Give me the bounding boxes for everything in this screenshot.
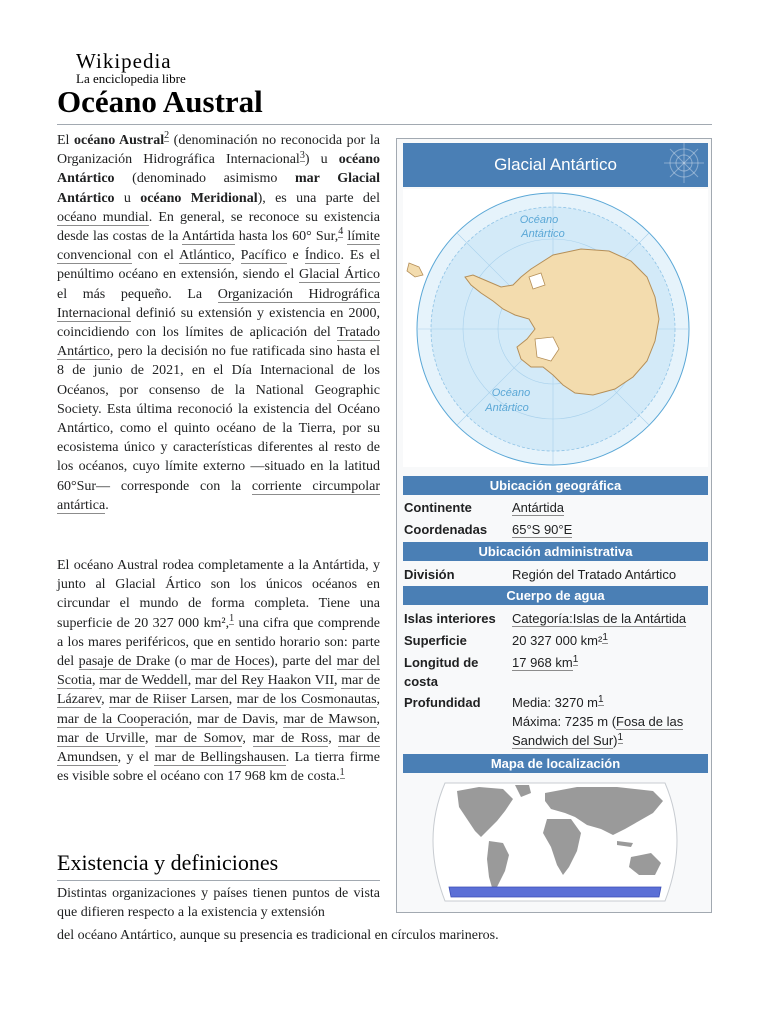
citation-ref[interactable]: 4 bbox=[338, 226, 344, 238]
section-mapa-de-localizacion: Mapa de localización bbox=[403, 754, 708, 773]
section-cuerpo-de-agua: Cuerpo de agua bbox=[403, 586, 708, 605]
value-division: Región del Tratado Antártico bbox=[512, 567, 677, 582]
text-run: ), parte del bbox=[269, 654, 337, 670]
value-continente bbox=[512, 498, 564, 517]
coordenadas-link[interactable]: 65°S 90°E bbox=[512, 522, 573, 537]
value-superficie bbox=[512, 631, 608, 650]
article-link[interactable]: mar del Rey Haakon VII bbox=[194, 673, 335, 689]
text-run: , bbox=[242, 730, 253, 746]
section-ubicacion-geografica: Ubicación geográfica bbox=[403, 476, 708, 495]
fosa-sandwich-link[interactable]: Fosa de las Sandwich del Sur bbox=[512, 714, 684, 748]
bold-term: océano Austral bbox=[74, 133, 165, 148]
text-run: , bbox=[145, 730, 156, 746]
citation-ref[interactable]: 1 bbox=[339, 766, 345, 778]
superficie-ref[interactable]: 1 bbox=[602, 631, 608, 643]
label-profundidad: Profundidad bbox=[404, 695, 481, 710]
citation-ref[interactable]: 1 bbox=[229, 612, 235, 624]
profundidad-maxima-post: ) bbox=[613, 733, 618, 748]
text-run: , pero la decisión no fue ratificada sino hasta el 8 de junio de 2021, en el Día Internacional de los Océanos, por consenso de la National Geographic Society. Esta última reconoció la existencia del Océano Antártico, como el quinto océano de la Tierra, por su ecosistema único y características diferentes al resto de los océanos, cuyo límite externo —situado en la latitud 60°Sur— corresponde con la bbox=[57, 344, 380, 494]
article-link[interactable]: corriente circumpolar antártica bbox=[57, 478, 380, 513]
text-run: , bbox=[376, 692, 381, 708]
article-link[interactable]: Índico bbox=[304, 248, 341, 264]
text-run: , bbox=[334, 673, 342, 689]
article-link[interactable]: mar de la Cooperación bbox=[57, 711, 189, 727]
longitud-value-text[interactable]: 17 968 km bbox=[512, 655, 573, 670]
text-run: . Es el penúltimo océano en extensión, siendo el bbox=[57, 248, 381, 283]
longitud-ref[interactable]: 1 bbox=[572, 653, 579, 665]
intro-paragraph bbox=[57, 131, 380, 515]
compass-rose-icon bbox=[638, 143, 708, 187]
label-coordenadas: Coordenadas bbox=[404, 522, 488, 537]
article-link[interactable]: mar de Somov bbox=[155, 730, 243, 746]
map-label-bottom-line2: Antártico bbox=[485, 402, 529, 414]
article-link[interactable]: mar de Ross bbox=[252, 730, 329, 746]
article-link[interactable]: pasaje de Drake bbox=[78, 654, 171, 670]
article-link[interactable]: mar de Bellingshausen bbox=[154, 750, 286, 766]
section-heading-existencia: Existencia y definiciones bbox=[57, 850, 279, 875]
map-label-bottom-line1: Océano bbox=[491, 387, 531, 399]
second-paragraph-text bbox=[57, 556, 380, 786]
profundidad-maxima-pre: Máxima: 7235 m ( bbox=[512, 714, 617, 729]
article-link[interactable]: mar de Urville bbox=[57, 730, 146, 746]
article-link[interactable]: mar de los Cosmonautas bbox=[236, 692, 377, 708]
citation-ref[interactable]: 2 bbox=[164, 130, 170, 142]
text-run: , bbox=[328, 730, 339, 746]
text-run: hasta los 60° Sur, bbox=[234, 229, 339, 245]
intro-paragraph-text bbox=[57, 131, 380, 515]
article-link[interactable]: Pacífico bbox=[240, 248, 287, 264]
infobox bbox=[396, 138, 712, 913]
text-run: . La tierra firme es visible sobre el océano con 17 968 km de costa. bbox=[57, 750, 380, 785]
title-divider bbox=[57, 124, 712, 125]
label-superficie: Superficie bbox=[404, 633, 467, 648]
text-run: El bbox=[57, 133, 74, 148]
page-title: Océano Austral bbox=[57, 84, 263, 119]
label-islas-interiores: Islas interiores bbox=[404, 611, 496, 626]
profundidad-media-ref[interactable]: 1 bbox=[598, 693, 604, 705]
text-run: el más pequeño. La bbox=[57, 286, 218, 302]
text-run: (denominado asimismo bbox=[114, 171, 295, 187]
superficie-value-text: 20 327 000 km² bbox=[512, 633, 603, 648]
text-run: , bbox=[188, 711, 198, 727]
third-paragraph-line2: del océano Antártico, aunque su presencia es tradicional en círculos marineros. bbox=[57, 928, 499, 943]
article-link[interactable]: Atlántico bbox=[179, 248, 232, 264]
article-link[interactable]: mar de Davis bbox=[197, 711, 275, 727]
third-paragraph-line1: Distintas organizaciones y países tienen puntos de vista que difieren respecto a la existencia y extensión bbox=[57, 886, 380, 921]
wikipedia-wordmark[interactable]: Wikipedia bbox=[76, 49, 172, 73]
value-coordenadas bbox=[512, 520, 572, 539]
text-run: , bbox=[231, 248, 241, 264]
antarctic-ocean-map[interactable] bbox=[403, 189, 708, 467]
text-run: , bbox=[376, 711, 381, 727]
label-division: División bbox=[404, 567, 455, 582]
text-run: El océano Austral rodea completamente a la Antártida, y junto al Glacial Ártico son los únicos océanos en circundar el mundo de forma completa. Tiene una superficie de 20 327 000 km², bbox=[57, 558, 380, 631]
text-run: , bbox=[228, 692, 237, 708]
text-run: e bbox=[286, 248, 305, 264]
article-link[interactable]: mar de Weddell bbox=[99, 673, 188, 689]
article-link[interactable]: mar del Scotia bbox=[57, 654, 380, 689]
bold-term: océano Meridional bbox=[140, 190, 258, 206]
text-run: (o bbox=[170, 654, 191, 670]
world-location-map[interactable] bbox=[417, 779, 693, 905]
profundidad-media-text: Media: 3270 m bbox=[512, 695, 598, 710]
article-link[interactable]: límite convencional bbox=[57, 229, 381, 264]
text-run: , bbox=[92, 673, 100, 689]
text-run: con el bbox=[131, 248, 180, 264]
text-run: , y el bbox=[117, 750, 155, 766]
section-divider bbox=[57, 880, 380, 881]
continente-link[interactable]: Antártida bbox=[512, 500, 565, 515]
bold-term: mar Glacial Antártico bbox=[57, 171, 380, 206]
text-run: u bbox=[114, 190, 141, 206]
text-run: una cifra que comprende a los mares periféricos, que en sentido horario son: parte del bbox=[57, 615, 381, 670]
article-link[interactable]: Tratado Antártico bbox=[57, 325, 380, 360]
label-continente: Continente bbox=[404, 500, 472, 515]
section-ubicacion-administrativa: Ubicación administrativa bbox=[403, 542, 708, 561]
article-link[interactable]: mar de Hoces bbox=[190, 654, 270, 670]
text-run: ), es una parte del bbox=[257, 190, 380, 206]
text-run: (denominación no reconocida por la Organización Hidrográfica Internacional bbox=[57, 133, 380, 168]
article-link[interactable]: mar de Mawson bbox=[283, 711, 377, 727]
text-run: , bbox=[101, 692, 110, 708]
article-link[interactable]: Antártida bbox=[181, 229, 235, 245]
infobox-title-text: Glacial Antártico bbox=[494, 155, 617, 174]
text-run: , bbox=[274, 711, 284, 727]
bold-term: océano Antártico bbox=[57, 152, 380, 187]
value-profundidad bbox=[512, 693, 702, 750]
text-run: . En general, se reconoce su existencia desde las costas de la bbox=[57, 209, 380, 245]
citation-ref[interactable]: 3 bbox=[299, 149, 305, 161]
map-label-top-line1: Océano bbox=[519, 214, 559, 226]
antarctica-highlight bbox=[449, 887, 661, 897]
article-link[interactable]: mar de Lázarev bbox=[57, 673, 380, 708]
text-run: ) u bbox=[304, 152, 339, 168]
map-label-top-line2: Antártico bbox=[521, 228, 565, 240]
article-link[interactable]: mar de Riiser Larsen bbox=[109, 692, 229, 708]
wikipedia-logo[interactable] bbox=[76, 50, 186, 86]
article-link[interactable]: Glacial Ártico bbox=[299, 267, 380, 283]
profundidad-maxima-ref[interactable]: 1 bbox=[617, 731, 624, 743]
text-run: definió su extensión y existencia en 2000, coincidiendo con los límites de aplicación del bbox=[57, 305, 380, 341]
infobox-title bbox=[403, 143, 708, 187]
article-link[interactable]: mar de Amundsen bbox=[57, 730, 381, 766]
citation bbox=[340, 767, 345, 779]
article-link[interactable]: Organización Hidrográfica Internacional bbox=[57, 286, 380, 321]
profundidad-media bbox=[512, 693, 702, 712]
second-paragraph bbox=[57, 556, 380, 786]
text-run: . bbox=[105, 497, 109, 513]
wikipedia-tagline: La enciclopedia libre bbox=[76, 71, 186, 86]
value-islas-interiores bbox=[512, 609, 686, 628]
profundidad-maxima bbox=[512, 712, 702, 750]
article-link[interactable]: océano mundial bbox=[57, 209, 149, 225]
value-longitud-de-costa bbox=[512, 653, 578, 672]
label-longitud-de-costa: Longitud de costa bbox=[404, 655, 479, 689]
text-run: , bbox=[187, 673, 195, 689]
islas-link[interactable]: Categoría:Islas de la Antártida bbox=[512, 611, 687, 626]
